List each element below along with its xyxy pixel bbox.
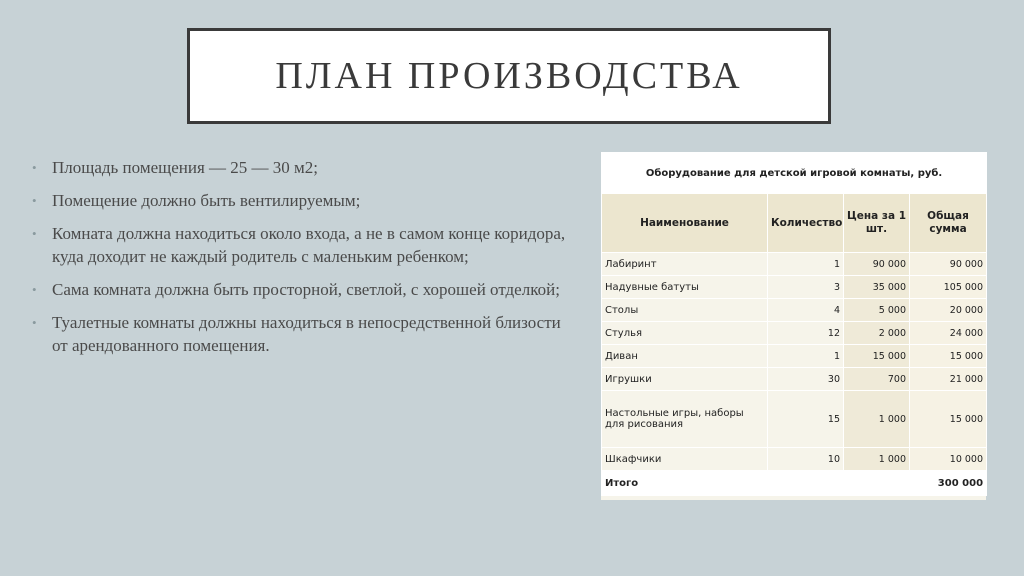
- cell-quantity: 10: [768, 448, 844, 471]
- cell-name: Диван: [602, 345, 768, 368]
- table-header-row: [602, 194, 987, 253]
- cell-name: Игрушки: [602, 368, 768, 391]
- table-row: [602, 368, 987, 391]
- slide-title: ПЛАН ПРОИЗВОДСТВА: [275, 55, 743, 97]
- title-box: [187, 28, 831, 124]
- header-quantity: Количество: [768, 194, 844, 253]
- cell-quantity: 1: [768, 253, 844, 276]
- table-row: [602, 299, 987, 322]
- equipment-table-container: [601, 152, 986, 500]
- header-price: Цена за 1 шт.: [844, 194, 910, 253]
- cell-quantity: 3: [768, 276, 844, 299]
- header-name: Наименование: [602, 194, 768, 253]
- cell-total: 105 000: [910, 276, 987, 299]
- cell-total: 10 000: [910, 448, 987, 471]
- bullet-item: [30, 222, 570, 268]
- bullet-dot-icon: •: [32, 193, 37, 208]
- equipment-table: [601, 152, 987, 496]
- cell-quantity: 12: [768, 322, 844, 345]
- table-caption: Оборудование для детской игровой комнаты, руб.: [602, 153, 987, 194]
- bullet-item: [30, 278, 570, 301]
- table-total-row: [602, 471, 987, 496]
- table-row: [602, 276, 987, 299]
- cell-price: 15 000: [844, 345, 910, 368]
- cell-price: 5 000: [844, 299, 910, 322]
- bullet-item: [30, 156, 570, 179]
- cell-total: 20 000: [910, 299, 987, 322]
- cell-name: Столы: [602, 299, 768, 322]
- cell-price: 2 000: [844, 322, 910, 345]
- cell-price: 90 000: [844, 253, 910, 276]
- cell-price: 700: [844, 368, 910, 391]
- table-row: [602, 253, 987, 276]
- cell-name: Лабиринт: [602, 253, 768, 276]
- cell-quantity: 30: [768, 368, 844, 391]
- bullet-dot-icon: •: [32, 315, 37, 330]
- bullet-item: [30, 311, 570, 357]
- total-label: Итого: [602, 471, 768, 496]
- bullet-text: Туалетные комнаты должны находиться в непосредственной близости от арендованного помещения.: [52, 313, 561, 355]
- table-row: [602, 448, 987, 471]
- cell-name: Настольные игры, наборы для рисования: [602, 391, 768, 448]
- cell-price: 1 000: [844, 391, 910, 448]
- bullet-item: [30, 189, 570, 212]
- bullet-dot-icon: •: [32, 226, 37, 241]
- bullet-text: Площадь помещения — 25 — 30 м2;: [52, 158, 319, 177]
- bullet-list: [30, 156, 570, 367]
- cell-total: 24 000: [910, 322, 987, 345]
- cell-name: Шкафчики: [602, 448, 768, 471]
- table-row: [602, 345, 987, 368]
- bullet-dot-icon: •: [32, 282, 37, 297]
- cell-total: 90 000: [910, 253, 987, 276]
- bullet-dot-icon: •: [32, 160, 37, 175]
- header-total: Общая сумма: [910, 194, 987, 253]
- bullet-text: Помещение должно быть вентилируемым;: [52, 191, 361, 210]
- cell-quantity: 1: [768, 345, 844, 368]
- table-caption-row: [602, 153, 987, 194]
- cell-total: 15 000: [910, 391, 987, 448]
- cell-price: 1 000: [844, 448, 910, 471]
- bullet-text: Сама комната должна быть просторной, светлой, с хорошей отделкой;: [52, 280, 560, 299]
- cell-total: 15 000: [910, 345, 987, 368]
- cell-price: 35 000: [844, 276, 910, 299]
- cell-name: Надувные батуты: [602, 276, 768, 299]
- bullet-text: Комната должна находиться около входа, а не в самом конце коридора, куда доходит не каждый родитель с маленьким ребенком;: [52, 224, 566, 266]
- total-value: 300 000: [768, 471, 987, 496]
- cell-total: 21 000: [910, 368, 987, 391]
- table-row: [602, 391, 987, 448]
- cell-quantity: 15: [768, 391, 844, 448]
- cell-quantity: 4: [768, 299, 844, 322]
- cell-name: Стулья: [602, 322, 768, 345]
- table-row: [602, 322, 987, 345]
